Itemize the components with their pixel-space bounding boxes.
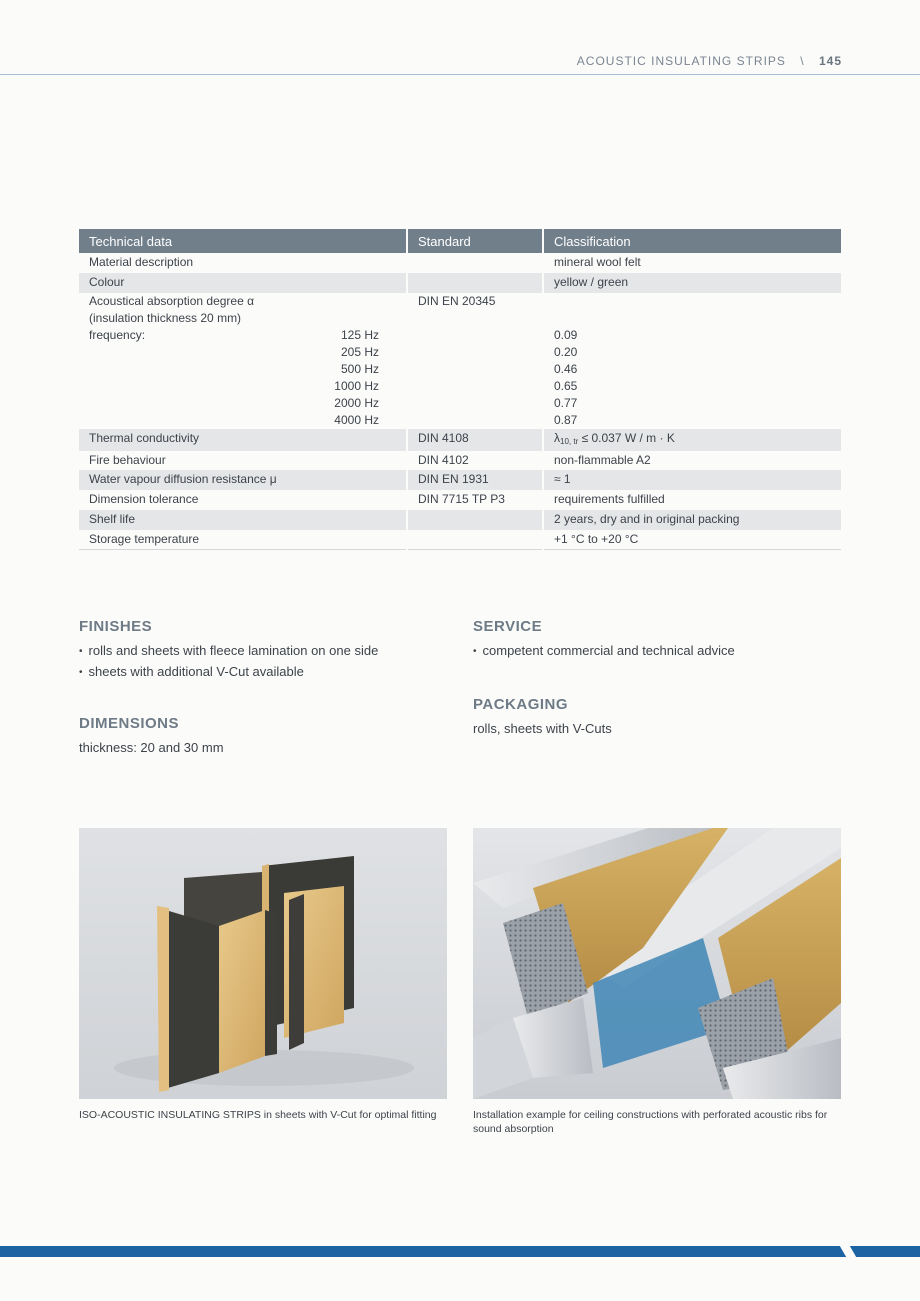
absorption-value: 0.09 — [554, 327, 578, 342]
row-standard — [407, 273, 543, 293]
finishes-section — [79, 618, 449, 683]
row-standard — [407, 510, 543, 530]
table-header-row — [79, 229, 841, 253]
running-header — [577, 54, 842, 68]
finishes-title: FINISHES — [79, 618, 153, 635]
row-standard: DIN EN 1931 — [407, 470, 543, 490]
frequency-label: frequency: — [89, 327, 146, 342]
row-standard: DIN 4102 — [407, 451, 543, 471]
table-row — [79, 451, 841, 471]
acoustic-standard — [407, 293, 543, 429]
row-label: Thermal conductivity — [79, 429, 407, 451]
frequency-value: 4000 Hz — [334, 412, 379, 427]
absorption-value: 0.77 — [554, 395, 578, 410]
acoustic-label-cell — [79, 293, 407, 429]
table-row — [79, 490, 841, 510]
footer-bar — [0, 1246, 920, 1257]
frequency-value: 2000 Hz — [334, 395, 379, 410]
page-number: 145 — [818, 54, 842, 68]
row-value: mineral wool felt — [554, 255, 641, 269]
header-separator: \ — [800, 54, 805, 68]
finishes-item: • rolls and sheets with fleece lamination on one side — [79, 641, 449, 662]
absorption-value: 0.46 — [554, 361, 578, 376]
acoustic-label-2: (insulation thickness 20 mm) — [89, 310, 242, 325]
row-value: ≈ 1 — [543, 470, 841, 490]
lambda-subscript: 10, tr — [560, 436, 579, 446]
ceiling-installation-illustration — [473, 828, 841, 1099]
table-row — [79, 429, 841, 451]
service-item: • competent commercial and technical advice — [473, 641, 843, 662]
header-standard: Standard — [407, 229, 543, 253]
frequency-value: 1000 Hz — [334, 378, 379, 393]
finishes-item: • sheets with additional V-Cut available — [79, 662, 449, 683]
page-header — [0, 0, 920, 75]
technical-data-table — [79, 229, 841, 550]
acoustic-values-cell — [543, 293, 841, 429]
table-row-acoustic — [79, 293, 841, 429]
header-technical-data: Technical data — [79, 229, 407, 253]
table-row — [79, 470, 841, 490]
table-row — [79, 510, 841, 530]
absorption-value: 0.65 — [554, 378, 578, 393]
table-row — [79, 530, 841, 550]
row-value: non-flammable A2 — [554, 452, 651, 467]
row-label: Material description — [79, 253, 407, 273]
dimensions-text: thickness: 20 and 30 mm — [79, 740, 224, 755]
caption-right: Installation example for ceiling constructions with perforated acoustic ribs for sound absorption — [473, 1109, 828, 1135]
packaging-section — [473, 696, 843, 739]
service-section — [473, 618, 843, 662]
packaging-text: rolls, sheets with V-Cuts — [473, 721, 612, 736]
row-value: 2 years, dry and in original packing — [543, 510, 841, 530]
installation-photo-ceiling — [473, 828, 841, 1099]
dimensions-title: DIMENSIONS — [79, 715, 180, 732]
section-name: ACOUSTIC INSULATING STRIPS — [576, 54, 786, 68]
acoustic-standard-text: DIN EN 20345 — [418, 293, 496, 308]
row-value — [543, 429, 841, 451]
frequency-block — [89, 327, 396, 429]
vcut-strips-illustration — [79, 828, 447, 1099]
service-title: SERVICE — [473, 618, 543, 635]
table-row — [79, 273, 841, 293]
product-photo-vcut-strips — [79, 828, 447, 1099]
row-standard — [407, 530, 543, 550]
row-label: Water vapour diffusion resistance μ — [79, 470, 407, 490]
absorption-value: 0.87 — [554, 412, 578, 427]
row-label: Fire behaviour — [79, 451, 407, 471]
table-row — [79, 253, 841, 273]
lambda-symbol: λ — [554, 430, 560, 445]
absorption-value: 0.20 — [554, 344, 578, 359]
frequency-value: 500 Hz — [340, 361, 379, 376]
packaging-title: PACKAGING — [473, 696, 569, 713]
row-label: Colour — [79, 273, 407, 293]
row-value: yellow / green — [543, 273, 841, 293]
row-value: requirements fulfilled — [554, 492, 665, 507]
frequency-value: 125 Hz — [340, 327, 379, 342]
row-label: Dimension tolerance — [79, 490, 407, 510]
frequency-list — [334, 327, 396, 429]
row-label: Shelf life — [79, 510, 407, 530]
thermal-value: ≤ 0.037 W / m · K — [578, 430, 675, 445]
row-standard: DIN 4108 — [407, 429, 543, 451]
row-label: Storage temperature — [79, 530, 407, 550]
row-standard — [407, 253, 543, 273]
row-value: +1 °C to +20 °C — [543, 530, 841, 550]
caption-left: ISO-ACOUSTIC INSULATING STRIPS in sheets with V-Cut for optimal fitting — [79, 1109, 437, 1121]
acoustic-label-1: Acoustical absorption degree α — [89, 293, 255, 308]
header-classification: Classification — [543, 229, 841, 253]
dimensions-section — [79, 715, 449, 758]
row-standard: DIN 7715 TP P3 — [407, 490, 543, 510]
frequency-value: 205 Hz — [340, 344, 379, 359]
